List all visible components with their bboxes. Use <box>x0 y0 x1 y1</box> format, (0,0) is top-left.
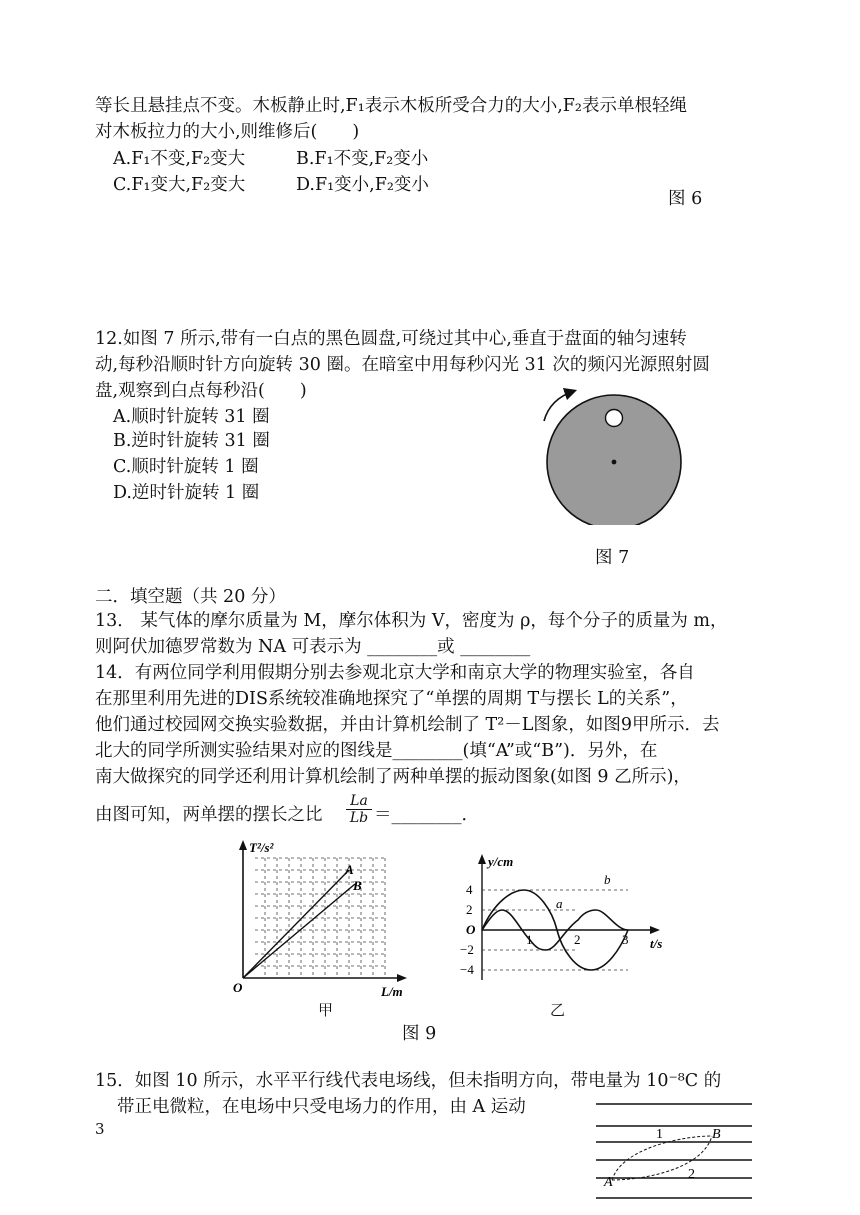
fraction-numerator: La <box>346 793 372 810</box>
point-b-label: B <box>712 1127 721 1142</box>
label-curve-b: b <box>604 872 611 887</box>
path-2-label: 2 <box>688 1167 695 1182</box>
q11-option-c: C.F₁变大,F₂变大 <box>113 175 246 195</box>
q12-option-a: A.顺时针旋转 31 圈 <box>113 407 270 427</box>
q14-line2: 在那里利用先进的DIS系统较准确地探究了“单摆的周期 T与摆长 L的关系”， <box>95 689 688 709</box>
y-tick-2: 2 <box>466 902 473 917</box>
q13-line2: 则阿伏加德罗常数为 NA 可表示为 ________或 ________ <box>95 637 531 657</box>
label-line-a: A <box>345 862 354 877</box>
x-tick-1: 1 <box>526 932 533 947</box>
line-b <box>243 884 355 978</box>
q11-line1: 等长且悬挂点不变。木板静止时,F₁表示木板所受合力的大小,F₂表示单根轻绳 <box>95 96 687 116</box>
y-axis-label: T²/s² <box>249 840 274 855</box>
q14-line1: 14．有两位同学利用假期分别去参观北京大学和南京大学的物理实验室，各自 <box>95 663 695 683</box>
page-number: 3 <box>95 1120 105 1138</box>
white-dot <box>606 410 623 427</box>
q15-line2: 带正电微粒，在电场中只受电场力的作用，由 A 运动 <box>117 1097 526 1117</box>
figure-9-left-graph <box>225 838 415 998</box>
y-tick-neg4: −4 <box>460 962 474 977</box>
y-tick-4: 4 <box>466 882 473 897</box>
q12-option-b: B.逆时针旋转 31 圈 <box>113 431 270 451</box>
q11-line2: 对木板拉力的大小,则维修后( ) <box>95 122 360 142</box>
q14-line3: 他们通过校园网交换实验数据，并由计算机绘制了 T²－L图象，如图9甲所示．去 <box>95 715 720 735</box>
section-2-title: 二．填空题（共 20 分） <box>95 587 286 607</box>
q11-option-b: B.F₁不变,F₂变小 <box>296 149 429 169</box>
line-a <box>243 870 349 978</box>
label-line-b: B <box>353 878 362 893</box>
x-axis-label: L/m <box>381 984 403 998</box>
q14-fraction <box>346 793 372 826</box>
x-tick-2: 2 <box>574 932 581 947</box>
q11-option-d: D.F₁变小,F₂变小 <box>296 175 429 195</box>
q13-line1: 13． 某气体的摩尔质量为 M，摩尔体积为 V，密度为 ρ，每个分子的质量为 m， <box>95 611 728 631</box>
x-axis-label: t/s <box>650 936 663 951</box>
figure-9-right-graph <box>460 850 680 990</box>
y-axis-label: y/cm <box>488 854 514 869</box>
fraction-denominator: Lb <box>349 810 369 826</box>
figure-9-right-caption: 乙 <box>550 1001 566 1019</box>
x-axis-arrow-icon <box>397 974 407 982</box>
figure-10-field-lines <box>592 1098 762 1204</box>
figure-7-disk-diagram <box>530 385 700 525</box>
path-1-label: 1 <box>656 1127 663 1142</box>
q12-line3: 盘,观察到白点每秒沿( ) <box>95 381 307 401</box>
label-curve-a: a <box>556 896 563 911</box>
y-tick-neg2: −2 <box>460 942 474 957</box>
q12-line2: 动,每秒沿顺时针方向旋转 30 圈。在暗室中用每秒闪光 31 次的频闪光源照射圆 <box>95 355 710 375</box>
x-tick-3: 3 <box>622 932 629 947</box>
q14-line6a: 由图可知，两单摆的摆长之比 <box>95 805 323 825</box>
y-axis-arrow-icon <box>239 840 247 850</box>
grid <box>255 858 385 978</box>
figure-9-label: 图 9 <box>402 1024 437 1044</box>
q15-line1: 15．如图 10 所示，水平平行线代表电场线，但未指明方向，带电量为 10⁻⁸C 的 <box>95 1071 722 1091</box>
y-axis-arrow-icon <box>478 854 486 864</box>
figure-9-left-caption: 甲 <box>318 1001 334 1019</box>
q12-line1: 12.如图 7 所示,带有一白点的黑色圆盘,可绕过其中心,垂直于盘面的轴匀速转 <box>95 329 687 349</box>
q14-line4: 北大的同学所测实验结果对应的图线是________(填“A”或“B”)．另外，在 <box>95 741 658 761</box>
figure-6-label: 图 6 <box>668 189 703 209</box>
figure-7-label: 图 7 <box>595 548 630 568</box>
q12-option-c: C.顺时针旋转 1 圈 <box>113 457 259 477</box>
x-axis-arrow-icon <box>650 926 660 934</box>
point-a-label: A <box>604 1175 613 1190</box>
origin-label: O <box>466 922 476 937</box>
q12-option-d: D.逆时针旋转 1 圈 <box>113 483 260 503</box>
origin-label: O <box>233 980 243 995</box>
disk-center <box>612 460 617 465</box>
q11-option-a: A.F₁不变,F₂变大 <box>113 149 246 169</box>
q14-line5: 南大做探究的同学还利用计算机绘制了两种单摆的振动图象(如图 9 乙所示)， <box>95 767 691 787</box>
q14-line6b: ＝________． <box>374 805 479 825</box>
